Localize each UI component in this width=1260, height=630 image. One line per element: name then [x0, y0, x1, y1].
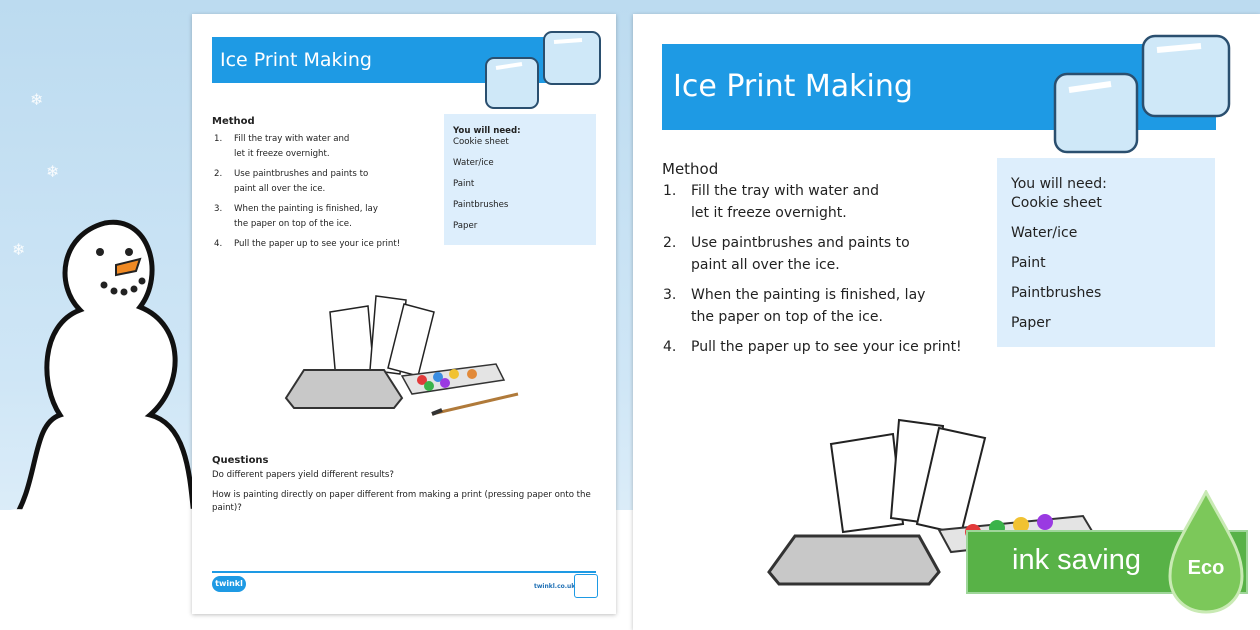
footer-url: twinkl.co.uk	[534, 583, 576, 590]
supplies-illustration	[282, 290, 522, 420]
need-item: Paintbrushes	[1011, 285, 1102, 301]
you-will-need-box	[444, 114, 596, 245]
method-step: 2. Use paintbrushes and paints to paint all over the ice.	[663, 235, 910, 273]
need-item: Cookie sheet	[453, 137, 509, 147]
twinkl-logo: twinkl	[212, 576, 246, 592]
need-item: Paint	[1011, 255, 1046, 271]
questions-list	[212, 469, 602, 522]
need-item: Paper	[1011, 315, 1051, 331]
need-item: Paper	[453, 221, 478, 231]
need-item: Paint	[453, 179, 475, 189]
method-step: 1. Fill the tray with water and let it freeze overnight.	[214, 134, 350, 159]
question-item: Do different papers yield different results?	[212, 470, 394, 480]
snowman-illustration	[0, 215, 200, 545]
worksheet-thumbnail	[192, 14, 616, 614]
ink-saving-label: ink saving	[1012, 544, 1141, 576]
need-item: Water/ice	[1011, 225, 1078, 241]
snowflake-icon: ❄	[30, 90, 44, 109]
ice-cube-icon	[1051, 32, 1236, 158]
method-step: 1. Fill the tray with water and let it freeze overnight.	[663, 183, 879, 221]
eco-leaf-icon	[1166, 490, 1246, 618]
ice-cube-icon	[482, 28, 606, 114]
need-title: You will need:	[453, 126, 521, 136]
page-title-large: Ice Print Making	[662, 44, 1216, 130]
method-heading-large: Method	[662, 160, 719, 178]
method-step: 4. Pull the paper up to see your ice print!	[663, 339, 962, 355]
page-title: Ice Print Making	[212, 37, 596, 83]
snowflake-icon: ❄	[46, 162, 60, 181]
method-step: 3. When the painting is finished, lay the paper on top of the ice.	[214, 204, 378, 229]
method-steps-large	[663, 180, 963, 366]
method-heading: Method	[212, 116, 255, 127]
footer-divider	[212, 571, 596, 573]
question-item: How is painting directly on paper different from making a print (pressing paper onto the paint)?	[212, 490, 591, 513]
badge-icon	[574, 574, 598, 598]
method-step: 2. Use paintbrushes and paints to paint all over the ice.	[214, 169, 369, 194]
method-step: 4. Pull the paper up to see your ice print!	[214, 239, 401, 249]
need-item: Paintbrushes	[453, 200, 509, 210]
need-title: You will need:	[1011, 176, 1107, 192]
questions-heading: Questions	[212, 455, 269, 466]
need-item: Cookie sheet	[1011, 195, 1102, 211]
method-step: 3. When the painting is finished, lay the paper on top of the ice.	[663, 287, 926, 325]
you-will-need-box-large	[997, 158, 1215, 347]
eco-tag: Eco	[1187, 557, 1225, 579]
method-steps	[214, 132, 401, 257]
need-item: Water/ice	[453, 158, 494, 168]
snowflake-icon: ❄	[12, 240, 26, 259]
